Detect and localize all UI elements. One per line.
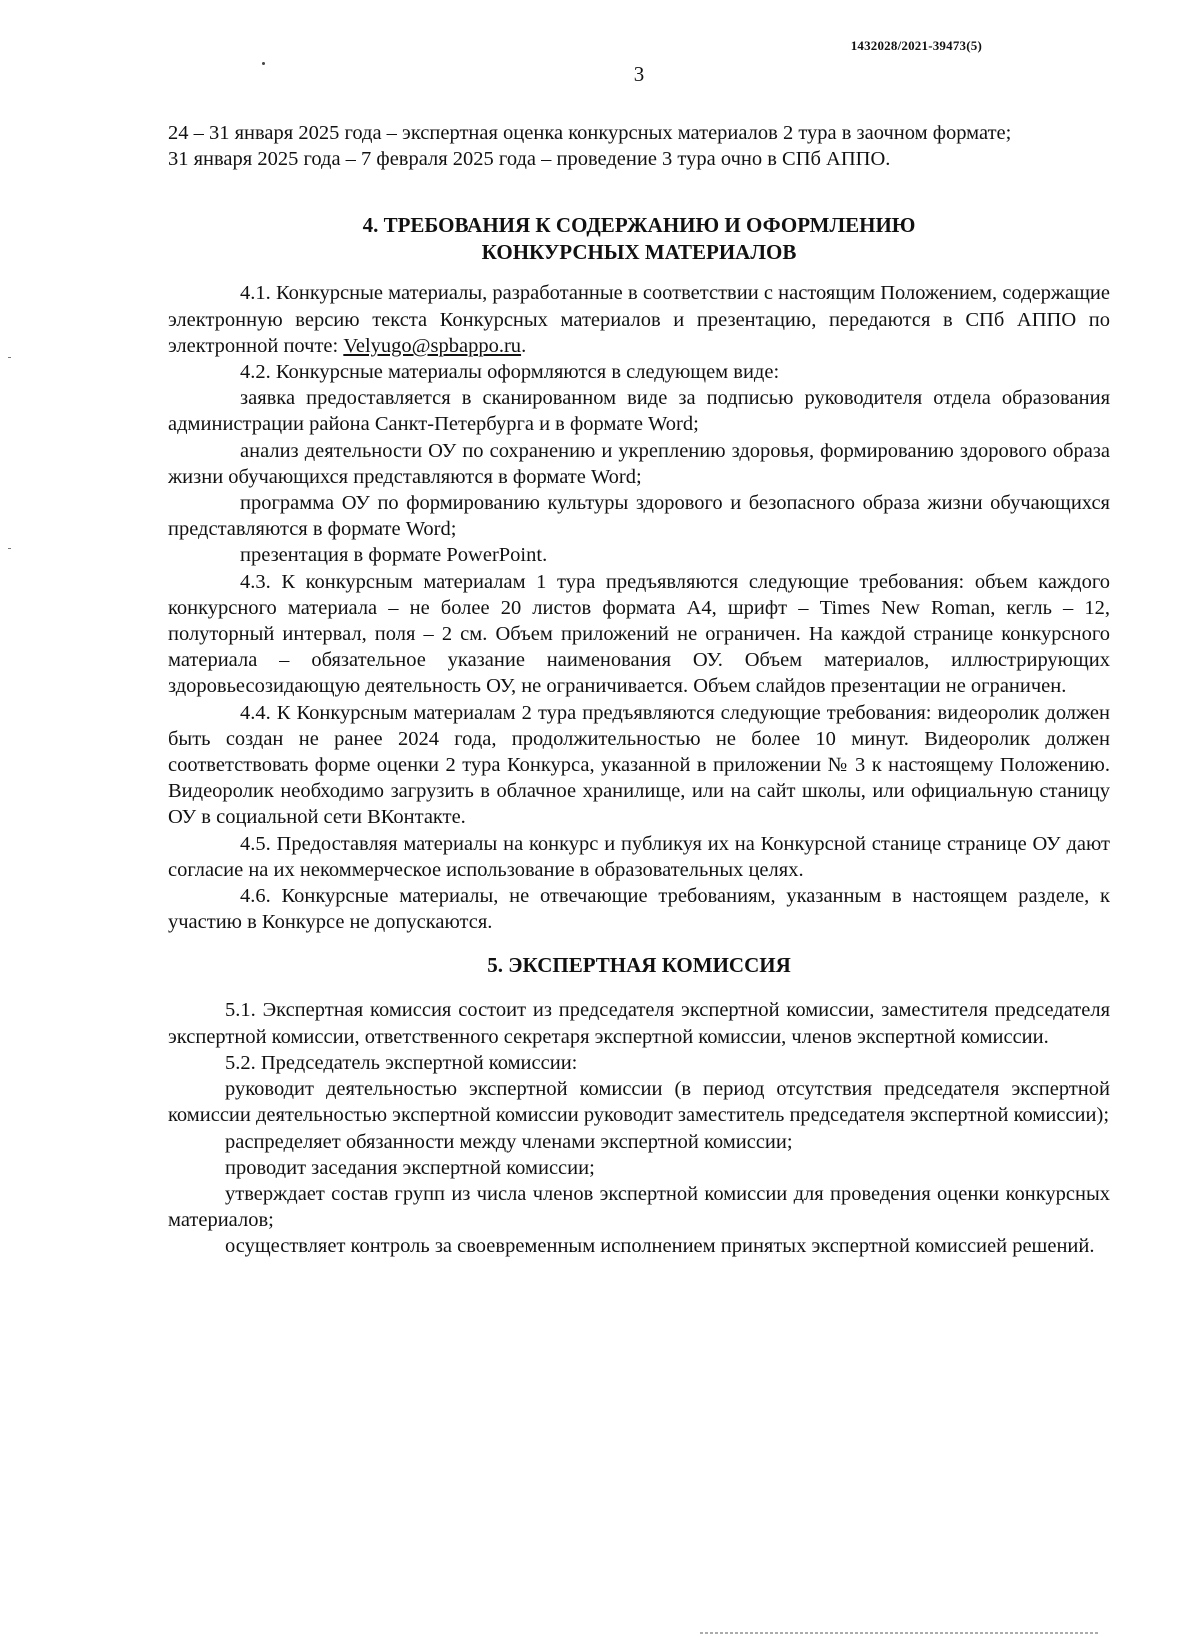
scan-mark — [8, 357, 11, 358]
section-5-title: 5. ЭКСПЕРТНАЯ КОМИССИЯ — [487, 953, 791, 978]
schedule-line: 24 – 31 января 2025 года – экспертная оценка конкурсных материалов 2 тура в заочном формате; — [168, 122, 1012, 144]
list-item: анализ деятельности ОУ по сохранению и укреплению здоровья, формированию здорового образа жизни обучающихся представляются в формате Word; — [168, 439, 1110, 488]
email-link[interactable]: Velyugo@spbappo.ru — [343, 334, 522, 357]
paragraph-5-1: 5.1. Экспертная комиссия состоит из председателя экспертной комиссии, заместителя председателя экспертной комиссии, ответственного секретаря экспертной комиссии, членов экспертной комиссии. — [168, 999, 1110, 1048]
list-item: утверждает состав групп из числа членов экспертной комиссии для проведения оценки конкурсных материалов; — [168, 1182, 1110, 1232]
scan-mark — [8, 548, 11, 549]
schedule-line: 31 января 2025 года – 7 февраля 2025 года – проведение 3 тура очно в СПб АППО. — [168, 148, 891, 171]
list-item: программа ОУ по формированию культуры здорового и безопасного образа жизни обучающихся представляются в формате Word; — [168, 492, 1110, 541]
scan-edge-line — [700, 1632, 1100, 1634]
list-item: руководит деятельностью экспертной комиссии (в период отсутствия председателя экспертной комиссии деятельностью экспертной комиссии руководит заместитель председателя экспертной комиссии); — [168, 1078, 1110, 1127]
page-number: 3 — [633, 62, 645, 86]
paragraph-4-1: 4.1. Конкурсные материалы, разработанные в соответствии с настоящим Положением, содержащие электронную версию текста Конкурсных материалов и презентацию, передаются в СПб АППО по электронной почте: Velyugo@spbappo.ru. — [168, 282, 1110, 357]
list-item: осуществляет контроль за своевременным исполнением принятых экспертной комиссией решений. — [225, 1235, 1095, 1258]
document-id: 1432028/2021-39473(5) — [850, 38, 982, 53]
paragraph-4-3: 4.3. К конкурсным материалам 1 тура предъявляются следующие требования: объем каждого конкурсного материала – не более 20 листов формата А4, шрифт – Times New Roman, кегль – 12, полуторный интервал, поля – 2 см. Объем приложений не ограничен. На каждой странице конкурсного материала – обязательное указание наименования ОУ. Объем материалов, иллюстрирующих здоровьесозидающую деятельность ОУ, не ограничивается. Объем слайдов презентации не ограничен. — [168, 570, 1110, 698]
section-4-title: 4. ТРЕБОВАНИЯ К СОДЕРЖАНИЮ И ОФОРМЛЕНИЮ КОНКУРСНЫХ МАТЕРИАЛОВ — [362, 213, 916, 265]
list-item: распределяет обязанности между членами экспертной комиссии; — [225, 1130, 793, 1153]
list-item: презентация в формате PowerPoint. — [240, 544, 548, 567]
document-body — [168, 120, 1110, 1260]
paragraph-4-4: 4.4. К Конкурсным материалам 2 тура предъявляются следующие требования: видеоролик должен быть создан не ранее 2024 года, продолжительностью не более 10 минут. Видеоролик должен соответствовать форме оценки 2 тура Конкурса, указанной в приложении № 3 к настоящему Положению. Видеоролик необходимо загрузить в облачное хранилище, или на сайт школы, или официальную станицу ОУ в социальной сети ВКонтакте. — [168, 701, 1110, 829]
paragraph-4-6: 4.6. Конкурсные материалы, не отвечающие требованиям, указанным в настоящем разделе, к участию в Конкурсе не допускаются. — [168, 885, 1110, 934]
list-item: проводит заседания экспертной комиссии; — [225, 1156, 595, 1179]
paragraph-5-2: 5.2. Председатель экспертной комиссии: — [225, 1051, 578, 1074]
list-item: заявка предоставляется в сканированном виде за подписью руководителя отдела образования администрации района Санкт-Петербурга и в формате Word; — [168, 387, 1110, 436]
paragraph-4-2: 4.2. Конкурсные материалы оформляются в следующем виде: — [240, 361, 780, 384]
paragraph-4-5: 4.5. Предоставляя материалы на конкурс и публикуя их на Конкурсной станице странице ОУ дают согласие на их некоммерческое использование в образовательных целях. — [168, 832, 1110, 881]
